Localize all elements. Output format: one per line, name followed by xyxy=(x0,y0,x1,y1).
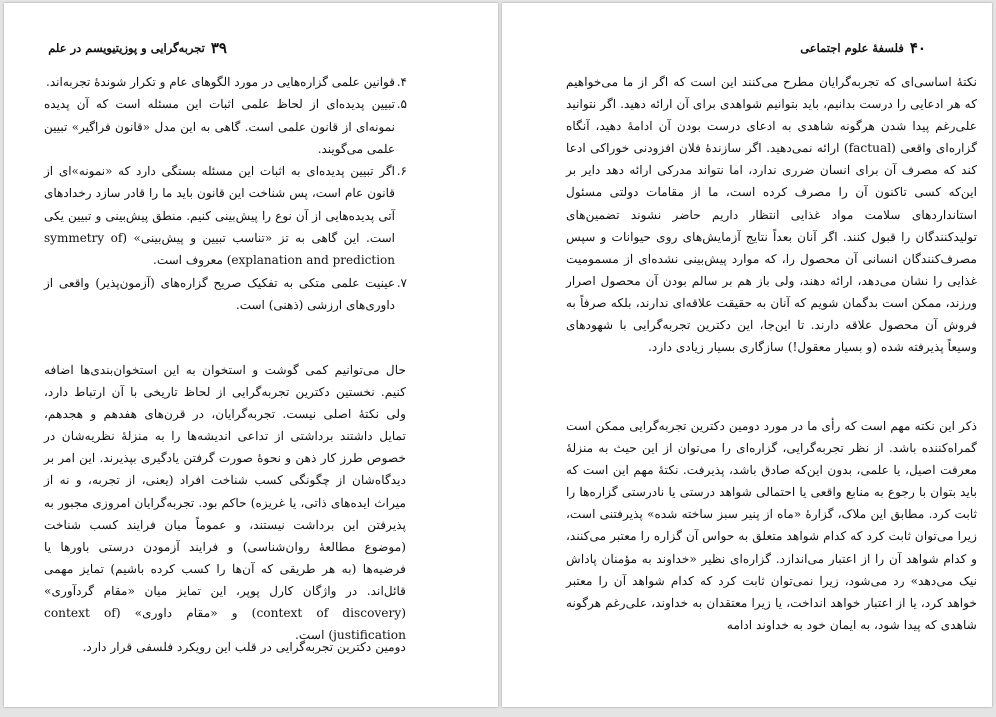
list-item xyxy=(44,93,407,160)
list-item-number: ۷. xyxy=(396,275,407,290)
left-page xyxy=(4,3,498,707)
left-page-header xyxy=(48,38,233,58)
left-page-number: ۳۹ xyxy=(210,39,227,57)
right-page-header xyxy=(800,38,932,58)
left-header-title: تجربه‌گرایی و پوزیتیویسم در علم xyxy=(48,41,205,55)
list-item-text: عینیت علمی متکی به تفکیک صریح گزاره‌های (آزمون‌پذیر) واقعی از داوری‌های ارزشی (ذهنی) است. xyxy=(44,275,395,312)
list-item-number: ۶. xyxy=(396,164,407,179)
list-item-text: اگر تبیین پدیده‌ای به اثبات این مسئله بستگی دارد که «نمونه»ای از قانون عام است، پس شناخت این قانون باید ما را قادر سازد رخدادهای آتی پدیده‌هایی از آن نوع را پیش‌بینی کنیم. منطق پیش‌بینی و تبیین یکی است. این گاهی به تز «تناسب تبیین و پیش‌بینی» (symmetry of explanation and prediction) معروف است. xyxy=(44,164,395,268)
right-header-title: فلسفهٔ علوم اجتماعی xyxy=(800,41,904,55)
left-paragraph-1: حال می‌توانیم کمی گوشت و استخوان به این استخوان‌بندی‌ها اضافه کنیم. نخستین دکترین تجربه‌گرایی از لحاظ تاریخی با آن ارتباط دارد، ولی نکتهٔ اصلی نیست. تجربه‌گرایان، در قرن‌های هفدهم و هجدهم، تمایل داشتند برداشتی از تداعی اندیشه‌ها را به منزلهٔ نظریه‌شان در خصوص طرز کار ذهن و نحوهٔ صورت گرفتن یادگیری بپذیرند. این امر بر دیدگاه‌شان از چگونگی کسب شناخت افراد (یعنی، از تجربه، و نه از میراث ایده‌های ذاتی، یا غریزه) حاکم بود. تجربه‌گرایان امروزی مجبور به پذیرفتن این برداشت نیستند، و عموماً میان فرایند کسب شناخت (موضوع مطالعهٔ روان‌شناسی) و فرایند آزمودن درستی باورها یا فرضیه‌ها (به هر طریقی که آن‌ها را کسب کرده باشیم) تمایز مهمی قائل‌اند. در واژگان کارل پوپر، این تمایز میان «مقام گردآوری» (context of discovery) و «مقام داوری» (context of justification) است. xyxy=(44,363,406,643)
list-item-text: تبیین پدیده‌ای از لحاظ علمی اثبات این مسئله است که آن پدیده نمونه‌ای از قانون علمی است. گاهی به این مدل «قانون فراگیر» تبیین علمی می‌گویند. xyxy=(44,97,395,156)
list-item xyxy=(44,160,407,271)
list-item xyxy=(44,272,407,317)
numbered-list xyxy=(44,71,407,316)
right-page-number: ۴۰ xyxy=(909,39,926,57)
right-paragraph-2: ذکر این نکته مهم است که رأی ما در مورد دومین دکترین تجربه‌گرایی ممکن است گمراه‌کننده باشد. از نظر تجربه‌گرایی، گزاره‌ای را می‌توان از این حیث به منزلهٔ معرفت اصیل، یا علمی، بدون این‌که صادق باشد، پذیرفت. نکتهٔ مهم این است که باید بتوان با رجوع به منابع واقعی یا احتمالی شواهد درستی یا نادرستی گزاره‌ها را ثابت کرد. مطابق این ملاک، گزارهٔ «ماه از پنیر سبز ساخته شده» پذیرفتنی است، زیرا می‌توان ثابت کرد که کدام شواهد متعلق به حواس آن گزاره را معتبر می‌کنند، و کدام شواهد آن را از اعتبار می‌اندازد. گزاره‌ای نظیر «خداوند به مؤمنان پاداش نیک می‌دهد» رد می‌شود، زیرا نمی‌توان ثابت کرد که کدام شواهد آن را معتبر خواهد کرد، یا از اعتبار خواهد انداخت، یا زیرا معتقدان به خداوند، علی‌رغم هرگونه شاهدی که پیدا شود، به ایمان خود به خداوند ادامه xyxy=(566,419,977,632)
list-item xyxy=(44,71,407,93)
right-paragraph-1: نکتهٔ اساسی‌ای که تجربه‌گرایان مطرح می‌کنند این است که اگر از ما می‌خواهیم که هر ادعایی را درست بدانیم، باید بتوانیم شواهدی برای آن ارائه دهید. اگر نتوانید علی‌رغم پیدا شدن هرگونه شاهدی به ادعای درست بودن آن ادامهٔ دهید، آنگاه گزاره‌ای واقعی (factual) ارائه نمی‌دهید. اگر سازندهٔ فلان افزودنی خوراکی ادعا کند که مصرف آن برای انسان ضرری ندارد، اما نتواند مدرکی ارائه دهد دایر بر این‌که کسی تاکنون آن را مصرف کرده است، ما از مقامات دولتی مسئول استانداردهای سلامت مواد غذایی انتظار داریم حاضر نشوند تضمین‌های تولیدکنندگان را قبول کنند. اگر آنان بعداً نتایج آزمایش‌های روی حیوانات و سپس مصرف‌کنندگان انسانی آن محصول را، که موارد پیش‌بینی نشده‌ای از مسمومیت غذایی را نشان می‌دهد، ارائه دهند، ولی باز هم بر سالم بودن آن محصول اصرار ورزند، ممکن است بدگمان شویم که آنان به حقیقت علاقه‌ای ندارند، بلکه صرفاً به فروش آن محصول علاقه دارند. تا این‌جا، این دکترین تجربه‌گرایی با شهودهای وسیعاً پذیرفته شده (و بسیار معقول!) سازگاری بسیار زیادی دارد. xyxy=(566,75,977,355)
list-item-number: ۴. xyxy=(396,75,407,89)
left-paragraph-2: دومین دکترین تجربه‌گرایی در قلب این رویکرد فلسفی قرار دارد. xyxy=(82,640,406,654)
list-item-text: قوانین علمی گزاره‌هایی در مورد الگوهای عام و تکرار شوندهٔ تجربه‌اند. xyxy=(46,75,395,89)
list-item-number: ۵. xyxy=(396,97,407,112)
right-page xyxy=(502,3,992,707)
